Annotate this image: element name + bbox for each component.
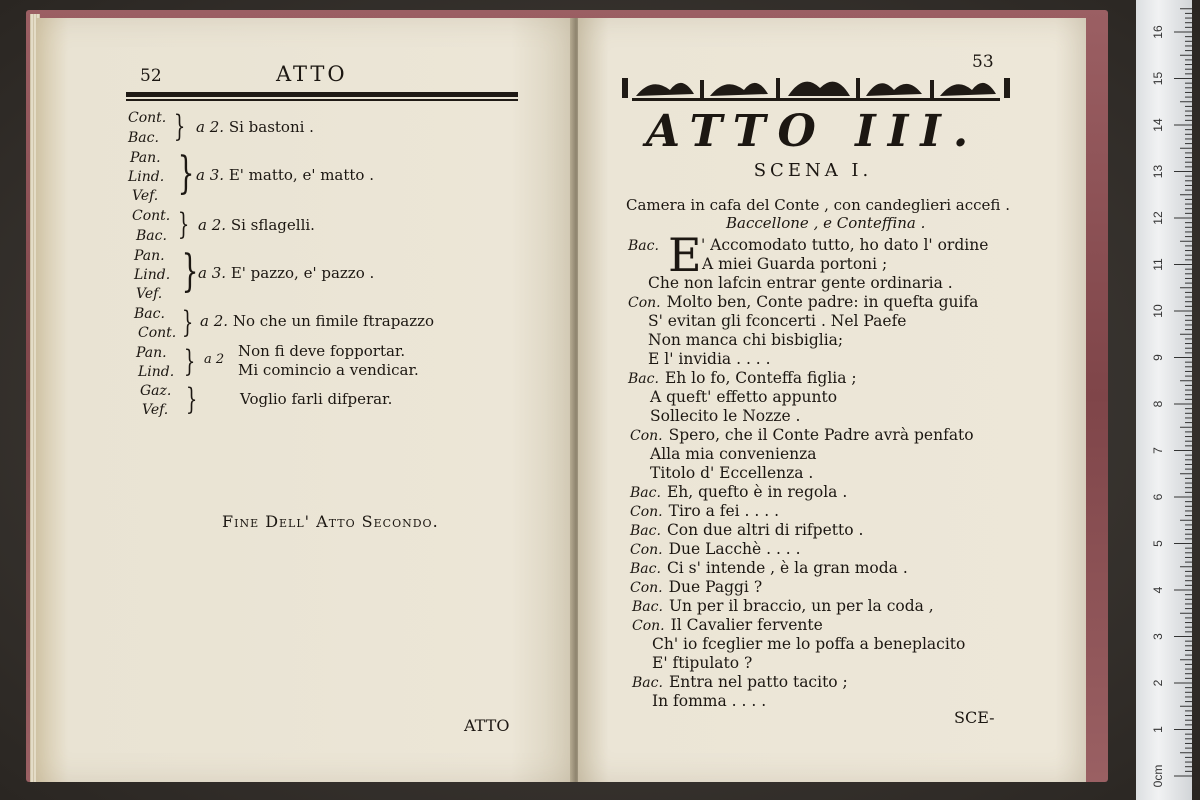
ruler-label: 9 (1151, 354, 1165, 361)
speaker-label: Pan. (130, 150, 161, 166)
speaker-label: Vef. (142, 402, 169, 418)
ruler-label: 0cm (1151, 764, 1165, 788)
brace-glyph: } (185, 382, 198, 417)
brace-glyph: } (177, 207, 190, 242)
verse-line: a 3. E' pazzo, e' pazzo . (198, 264, 375, 282)
left-page-number: 52 (140, 66, 162, 86)
measuring-ruler (1136, 0, 1192, 800)
dialogue-line: S' evitan gli fconcerti . Nel Paefe (648, 312, 907, 330)
stage-direction: Camera in cafa del Conte , con candeglieri accefi . (626, 196, 1010, 214)
speaker-label: Bac. (136, 228, 167, 244)
ensemble-marker: a 2 (204, 352, 225, 367)
speaker-label: Lind. (138, 364, 175, 380)
dialogue-line: Con. Molto ben, Conte padre: in quefta guifa (628, 293, 979, 311)
dialogue-line: Bac. ' Accomodato tutto, ho dato l' ordine (628, 236, 989, 254)
dialogue-line: Bac. Un per il braccio, un per la coda , (632, 597, 934, 615)
verse-line: a 2. No che un fimile ftrapazzo (200, 312, 435, 330)
ruler-label: 10 (1151, 304, 1165, 318)
speaker-label: Lind. (134, 267, 171, 283)
drop-cap: E (668, 228, 702, 282)
dialogue-line: In fomma . . . . (652, 692, 767, 710)
speaker-label: Bac. (134, 306, 165, 322)
act-title: ATTO III. (645, 106, 981, 157)
dialogue-line: Bac. Eh lo fo, Conteffa figlia ; (628, 369, 857, 387)
ruler-label: 7 (1151, 447, 1165, 454)
ruler-label: 12 (1151, 211, 1165, 225)
dialogue-line: Bac. Con due altri di rifpetto . (630, 521, 864, 539)
ruler-scale (1136, 0, 1192, 800)
dialogue-line: Con. Spero, che il Conte Padre avrà penfato (630, 426, 974, 444)
dialogue-line: Bac. Entra nel patto tacito ; (632, 673, 848, 691)
dialogue-line: Sollecito le Nozze . (650, 407, 801, 425)
speaker-label: Cont. (138, 325, 177, 341)
ruler-label: 14 (1151, 118, 1165, 132)
dialogue-line: Con. Il Cavalier fervente (632, 616, 823, 634)
brace-glyph: } (183, 344, 196, 379)
brace-glyph: } (181, 305, 194, 340)
dialogue-line: A queft' effetto appunto (650, 388, 838, 406)
dialogue-line: Alla mia convenienza (650, 445, 817, 463)
dialogue-line: Ch' io fceglier me lo poffa a beneplacito (652, 635, 966, 653)
ruler-label: 4 (1151, 586, 1165, 594)
speaker-label: Lind. (128, 169, 165, 185)
right-page-number: 53 (972, 52, 994, 72)
ruler-label: 1 (1151, 726, 1165, 733)
verse-line: a 2. Si bastoni . (196, 118, 314, 136)
brace-glyph: } (173, 109, 186, 144)
dialogue-line: Bac. Eh, quefto è in regola . (630, 483, 848, 501)
ruler-label: 2 (1151, 679, 1165, 687)
scene-title: SCENA I. (753, 160, 873, 181)
dialogue-line: Bac. Ci s' intende , è la gran moda . (630, 559, 908, 577)
speaker-label: Pan. (136, 345, 167, 361)
right-catchword: SCE- (954, 708, 995, 727)
verse-line: a 2. Si sflagelli. (198, 216, 315, 234)
ruler-label: 13 (1151, 164, 1165, 179)
speaker-label: Cont. (128, 110, 167, 126)
act-end-note: Fine Dell' Atto Secondo. (222, 512, 439, 531)
ruler-label: 16 (1151, 25, 1165, 39)
speaker-label: Gaz. (140, 383, 172, 399)
dialogue-line: E' ftipulato ? (652, 654, 753, 672)
verse-line: a 3. E' matto, e' matto . (196, 166, 375, 184)
left-catchword: ATTO (464, 716, 510, 735)
head-rule-thick (126, 92, 518, 97)
speaker-label: Vef. (136, 286, 163, 302)
verse-line: Mi comincio a vendicar. (238, 361, 419, 379)
dialogue-line: Che non lafcin entrar gente ordinaria . (648, 274, 953, 292)
ruler-label: 6 (1151, 493, 1165, 501)
head-rule-thin (126, 99, 518, 101)
dialogue-line: E l' invidia . . . . (648, 350, 771, 368)
running-head: ATTO (276, 62, 348, 86)
dialogue-line: Con. Due Lacchè . . . . (630, 540, 801, 558)
speaker-label: Pan. (134, 248, 165, 264)
ruler-label: 5 (1151, 540, 1165, 547)
verse-line: Voglio farli difperar. (240, 390, 393, 408)
dialogue-line: Non manca chi bisbiglia; (648, 331, 844, 349)
verse-line: Non fi deve fopportar. (238, 342, 406, 360)
ornament-band-icon (622, 68, 1010, 108)
brace-glyph: } (181, 246, 199, 297)
speaker-label: Bac. (128, 130, 159, 146)
dialogue-line: A miei Guarda portoni ; (702, 255, 888, 273)
ruler-label: 15 (1151, 71, 1165, 86)
scene-characters: Baccellone , e Conteffina . (726, 214, 926, 232)
dialogue-line: Con. Due Paggi ? (630, 578, 763, 596)
ruler-label: 3 (1151, 633, 1165, 640)
dialogue-line: Con. Tiro a fei . . . . (630, 502, 780, 520)
ruler-label: 8 (1151, 400, 1165, 408)
speaker-label: Vef. (132, 188, 159, 204)
dialogue-line: Titolo d' Eccellenza . (650, 464, 814, 482)
speaker-label: Cont. (132, 208, 171, 224)
brace-glyph: } (177, 148, 195, 199)
ruler-label: 11 (1151, 258, 1165, 271)
